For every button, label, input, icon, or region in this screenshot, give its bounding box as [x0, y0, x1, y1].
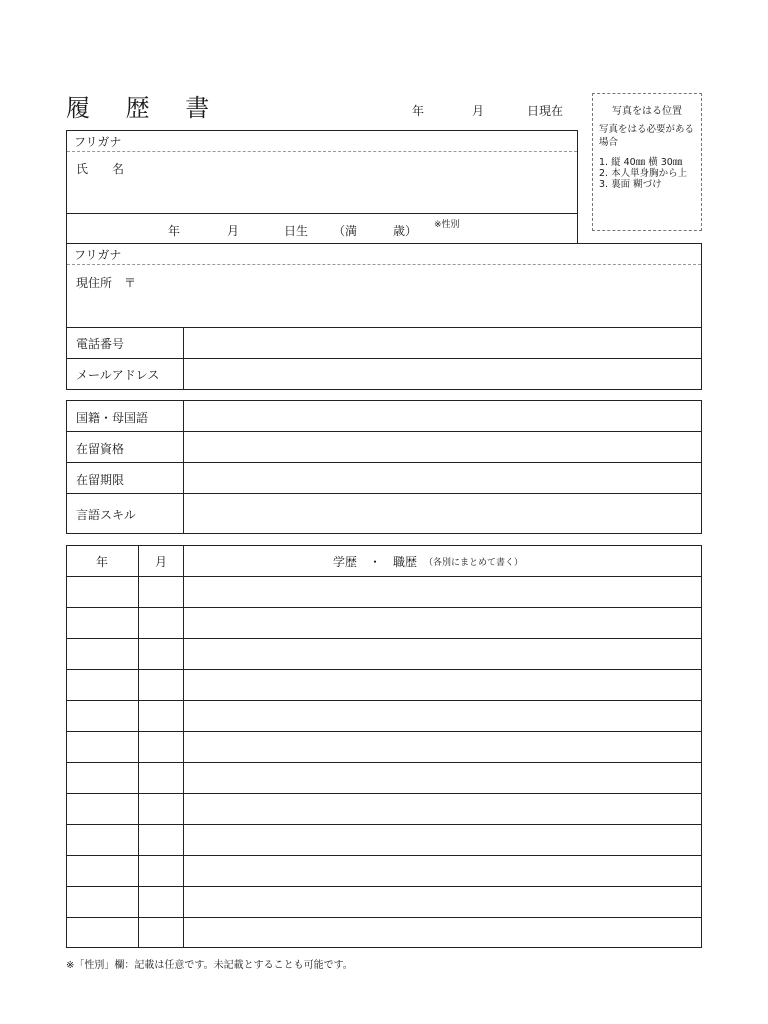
photo-item-framing: 2. 本人単身胸から上 [599, 168, 688, 179]
photo-item-size: 1. 縦 40㎜ 横 30㎜ [599, 157, 683, 168]
residence-status-input[interactable] [186, 434, 698, 460]
history-row-divider [67, 731, 701, 732]
residence-status-label: 在留資格 [76, 442, 125, 456]
nationality-label: 国籍・母国語 [76, 411, 149, 425]
address-furigana-divider [67, 264, 701, 265]
name-furigana-divider [67, 151, 577, 152]
photo-note: 写真をはる必要がある場合 [599, 124, 695, 148]
address-furigana-label: フリガナ [74, 248, 122, 262]
language-skill-label: 言語スキル [76, 508, 136, 522]
email-input[interactable] [186, 361, 698, 387]
contact-divider [67, 358, 701, 359]
date-day-current-label: 日現在 [527, 104, 564, 118]
residence-divider-2 [67, 462, 701, 463]
photo-item-glue: 3. 裏面 糊づけ [599, 179, 662, 190]
footer-note: ※「性別」欄：記載は任意です。未記載とすることも可能です。 [66, 960, 353, 971]
history-detail-header: 学歴 ・ 職歴 [333, 555, 418, 569]
document-title: 履 歴 書 [66, 94, 224, 122]
date-month-label: 月 [472, 104, 485, 118]
history-row-divider [67, 793, 701, 794]
history-row-divider [67, 638, 701, 639]
language-skill-input[interactable] [186, 496, 698, 531]
history-row-divider [67, 607, 701, 608]
address-label: 現住所 〒 [76, 276, 137, 290]
residence-period-input[interactable] [186, 465, 698, 491]
photo-title: 写真をはる位置 [612, 106, 682, 117]
history-row-divider [67, 917, 701, 918]
phone-label: 電話番号 [76, 337, 125, 351]
birth-day-label: 日生 [284, 224, 309, 238]
history-row-divider [67, 700, 701, 701]
name-input[interactable] [140, 158, 570, 208]
name-furigana-input[interactable] [140, 133, 570, 149]
address-furigana-input[interactable] [140, 246, 695, 262]
contact-column-divider [183, 328, 184, 389]
age-open-label: （満 [333, 224, 358, 238]
birth-month-label: 月 [227, 224, 240, 238]
residence-column-divider [183, 401, 184, 533]
phone-input[interactable] [186, 330, 698, 356]
photo-placeholder[interactable] [592, 93, 702, 231]
age-close-label: 歳） [393, 224, 418, 238]
name-birth-divider [67, 213, 577, 214]
history-row-divider [67, 824, 701, 825]
history-row-divider [67, 762, 701, 763]
history-row-divider [67, 576, 701, 577]
history-row-divider [67, 886, 701, 887]
email-label: メールアドレス [76, 368, 160, 382]
residence-divider-1 [67, 431, 701, 432]
history-table [66, 545, 702, 948]
history-month-header: 月 [155, 555, 168, 569]
gender-label: ※性別 [434, 220, 460, 230]
history-year-header: 年 [96, 555, 109, 569]
birth-year-label: 年 [168, 224, 181, 238]
history-detail-note: （各別にまとめて書く） [424, 558, 524, 568]
history-row-divider [67, 855, 701, 856]
name-label: 氏 名 [76, 162, 125, 176]
history-row-divider [67, 669, 701, 670]
nationality-input[interactable] [186, 403, 698, 429]
address-input[interactable] [150, 272, 695, 322]
residence-divider-3 [67, 493, 701, 494]
name-furigana-label: フリガナ [74, 135, 122, 149]
date-year-label: 年 [412, 104, 425, 118]
residence-period-label: 在留期限 [76, 473, 125, 487]
